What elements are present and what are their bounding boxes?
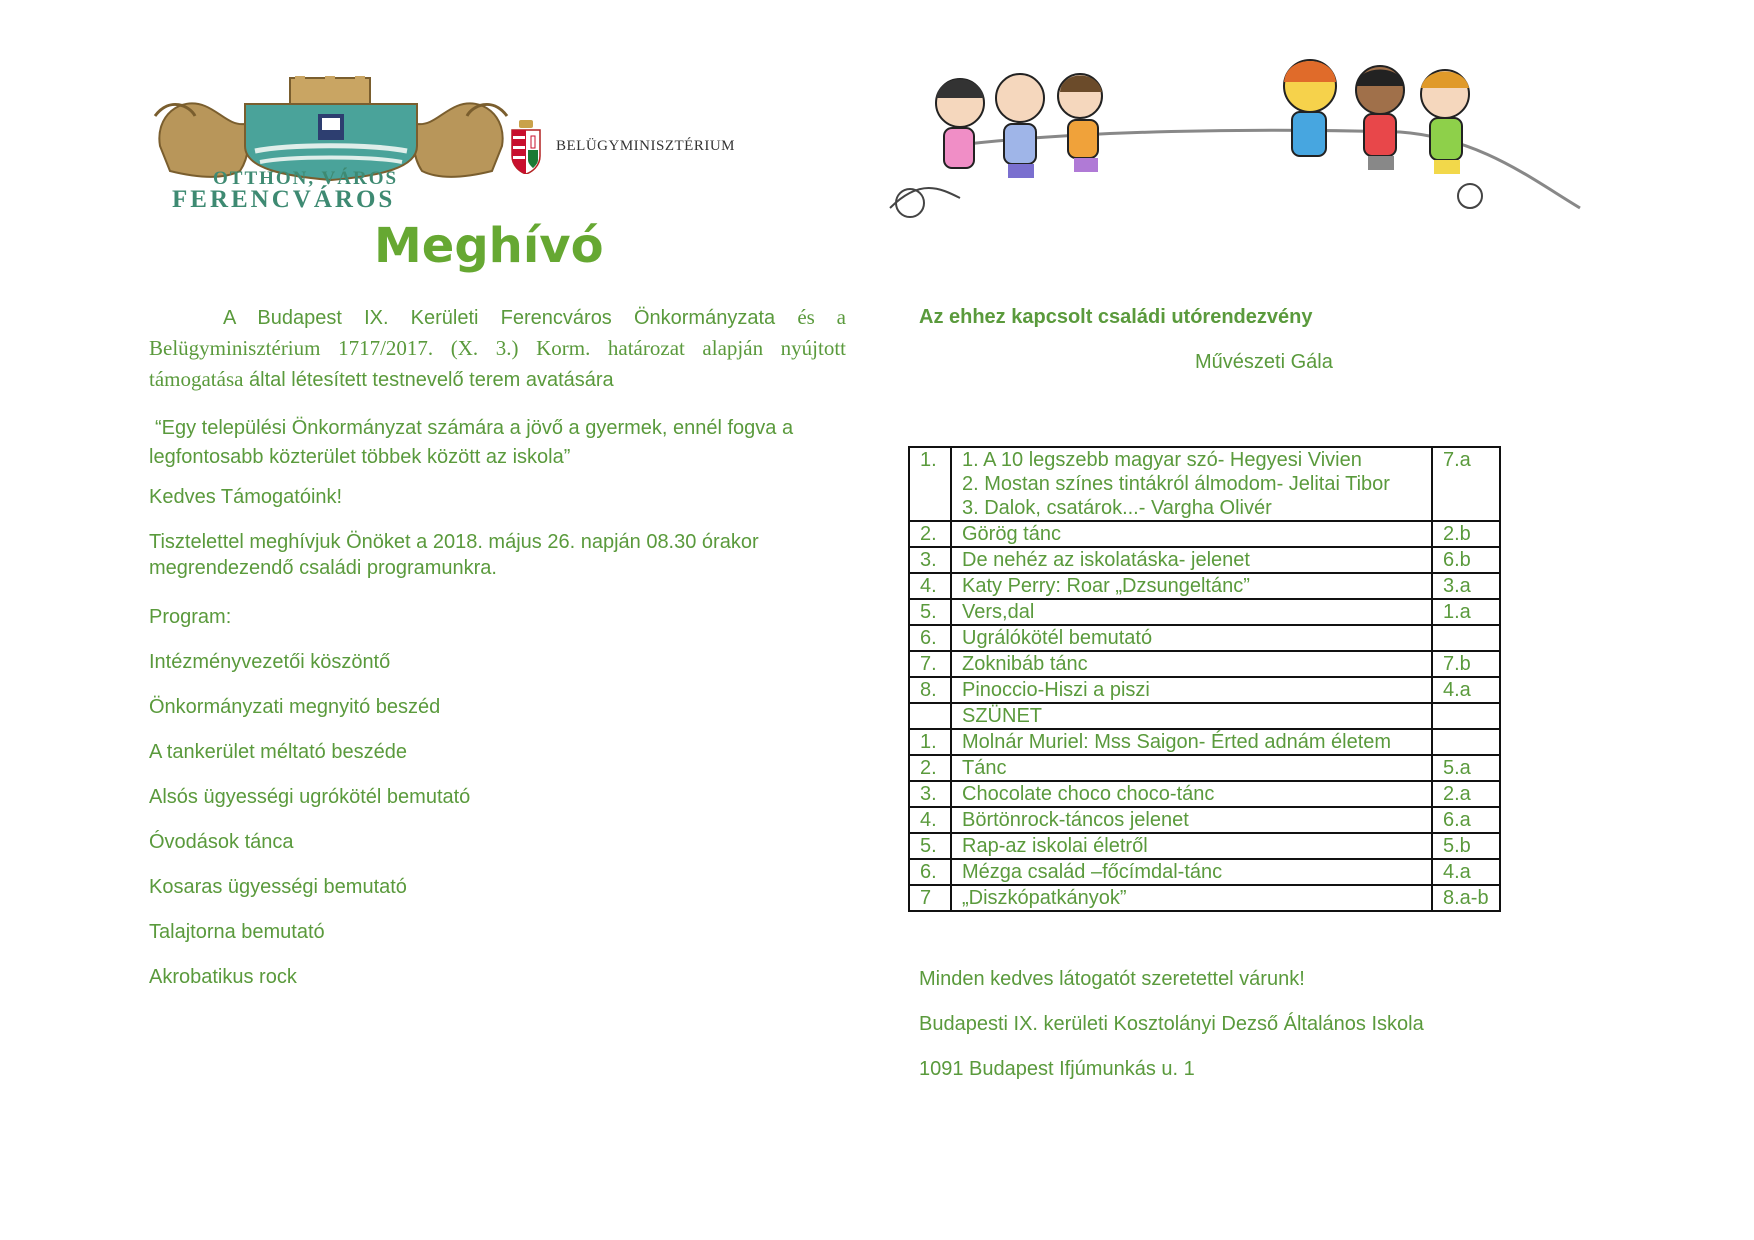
gala-table-row: [909, 859, 1500, 885]
gala-row-number: 5.: [909, 599, 951, 625]
gala-table-row: [909, 447, 1500, 521]
gala-row-performance: Molnár Muriel: Mss Saigon- Érted adnám életem: [951, 729, 1432, 755]
gala-table-row: [909, 599, 1500, 625]
gala-row-number: 6.: [909, 859, 951, 885]
gala-row-performance: 1. A 10 legszebb magyar szó- Hegyesi Vivien 2. Mostan színes tintákról álmodom- Jelitai Tibor 3. Dalok, csatárok...- Vargha Olivér: [951, 447, 1432, 521]
gala-program-table: [908, 446, 1501, 912]
gala-row-class: 2.a: [1432, 781, 1500, 807]
gala-row-class: [1432, 729, 1500, 755]
gala-row-class: 8.a-b: [1432, 885, 1500, 911]
program-item: Talajtorna bemutató: [149, 921, 325, 943]
gala-table-row: [909, 755, 1500, 781]
gala-row-number: 5.: [909, 833, 951, 859]
gala-table-row: [909, 885, 1500, 911]
intro-text-part1: A Budapest IX. Kerületi Ferencváros Önkormányzata: [223, 307, 776, 329]
welcome-text: Minden kedves látogatót szeretettel várunk!: [919, 968, 1305, 990]
gala-row-class: 7.a: [1432, 447, 1500, 521]
gala-table-row: [909, 625, 1500, 651]
gala-row-performance: Pinoccio-Hiszi a piszi: [951, 677, 1432, 703]
intro-paragraph: [149, 302, 846, 395]
gala-row-class: 6.a: [1432, 807, 1500, 833]
gala-table-row: [909, 573, 1500, 599]
intro-text-serif: és a Belügyminisztérium 1717/2017. (X. 3.) Korm. határozat alapján nyújtott támogatása: [149, 305, 846, 391]
gala-table-row: [909, 703, 1500, 729]
gala-row-number: 7: [909, 885, 951, 911]
gala-row-performance: Vers,dal: [951, 599, 1432, 625]
program-item: Intézményvezetői köszöntő: [149, 651, 391, 673]
gala-row-performance: De nehéz az iskolatáska- jelenet: [951, 547, 1432, 573]
gala-table-row: [909, 833, 1500, 859]
hungarian-coat-of-arms-icon: [510, 120, 542, 174]
page-title: Meghívó: [374, 218, 604, 274]
gala-table-row: [909, 651, 1500, 677]
gala-row-class: 6.b: [1432, 547, 1500, 573]
gala-table-row: [909, 729, 1500, 755]
gala-row-class: [1432, 625, 1500, 651]
gala-row-number: [909, 703, 951, 729]
gala-row-performance: Görög tánc: [951, 521, 1432, 547]
gala-row-class: 7.b: [1432, 651, 1500, 677]
program-label: Program:: [149, 606, 232, 628]
gala-row-performance: Rap-az iskolai életről: [951, 833, 1432, 859]
gala-table-row: [909, 547, 1500, 573]
intro-text-part2: által létesített testnevelő terem avatására: [249, 369, 614, 391]
gala-table-row: [909, 781, 1500, 807]
ministry-name: BELÜGYMINISZTÉRIUM: [556, 138, 735, 154]
gala-row-number: 2.: [909, 521, 951, 547]
gala-row-class: [1432, 703, 1500, 729]
program-item: A tankerület méltató beszéde: [149, 741, 407, 763]
gala-row-performance: Börtönrock-táncos jelenet: [951, 807, 1432, 833]
gala-row-number: 1.: [909, 447, 951, 521]
kids-tug-of-war-illustration: [880, 58, 1590, 238]
gala-row-number: 3.: [909, 547, 951, 573]
gala-row-number: 3.: [909, 781, 951, 807]
gala-table-row: [909, 677, 1500, 703]
gala-row-number: 4.: [909, 807, 951, 833]
school-name: Budapesti IX. kerületi Kosztolányi Dezső Általános Iskola: [919, 1013, 1424, 1035]
gala-row-number: 7.: [909, 651, 951, 677]
gala-row-class: 5.b: [1432, 833, 1500, 859]
program-item: Óvodások tánca: [149, 831, 294, 853]
gala-row-performance: Ugrálókötél bemutató: [951, 625, 1432, 651]
gala-row-number: 6.: [909, 625, 951, 651]
gala-row-class: 2.b: [1432, 521, 1500, 547]
gala-row-class: 1.a: [1432, 599, 1500, 625]
gala-row-performance: Chocolate choco choco-tánc: [951, 781, 1432, 807]
gala-row-performance: Tánc: [951, 755, 1432, 781]
gala-row-class: 4.a: [1432, 677, 1500, 703]
invitation-text: Tisztelettel meghívjuk Önöket a 2018. május 26. napján 08.30 órakor megrendezendő családi programunkra.: [149, 531, 759, 579]
gala-row-class: 5.a: [1432, 755, 1500, 781]
gala-row-performance: Mézga család –főcímdal-tánc: [951, 859, 1432, 885]
school-address: 1091 Budapest Ifjúmunkás u. 1: [919, 1058, 1195, 1080]
gala-table-row: [909, 521, 1500, 547]
crest-city-name: FERENCVÁROS: [172, 186, 396, 213]
gala-row-class: 4.a: [1432, 859, 1500, 885]
gala-row-class: 3.a: [1432, 573, 1500, 599]
gala-row-number: 8.: [909, 677, 951, 703]
program-item: Önkormányzati megnyitó beszéd: [149, 696, 441, 718]
gala-row-performance: Zoknibáb tánc: [951, 651, 1432, 677]
greeting: Kedves Támogatóink!: [149, 486, 343, 508]
motto-quote: “Egy települési Önkormányzat számára a jövő a gyermek, ennél fogva a legfontosabb közterület többek között az iskola”: [149, 417, 794, 468]
event-heading: Az ehhez kapcsolt családi utórendezvény: [919, 306, 1313, 328]
program-item: Alsós ügyességi ugrókötél bemutató: [149, 786, 471, 808]
gala-row-performance: SZÜNET: [951, 703, 1432, 729]
program-item: Kosaras ügyességi bemutató: [149, 876, 407, 898]
program-item: Akrobatikus rock: [149, 966, 297, 988]
gala-row-number: 2.: [909, 755, 951, 781]
gala-title: Művészeti Gála: [1195, 351, 1333, 373]
gala-row-performance: Katy Perry: Roar „Dzsungeltánc”: [951, 573, 1432, 599]
crest-slogan: OTTHON, VÁROS: [213, 168, 399, 189]
gala-row-performance: „Diszkópatkányok”: [951, 885, 1432, 911]
gala-row-number: 4.: [909, 573, 951, 599]
gala-table-row: [909, 807, 1500, 833]
gala-row-number: 1.: [909, 729, 951, 755]
